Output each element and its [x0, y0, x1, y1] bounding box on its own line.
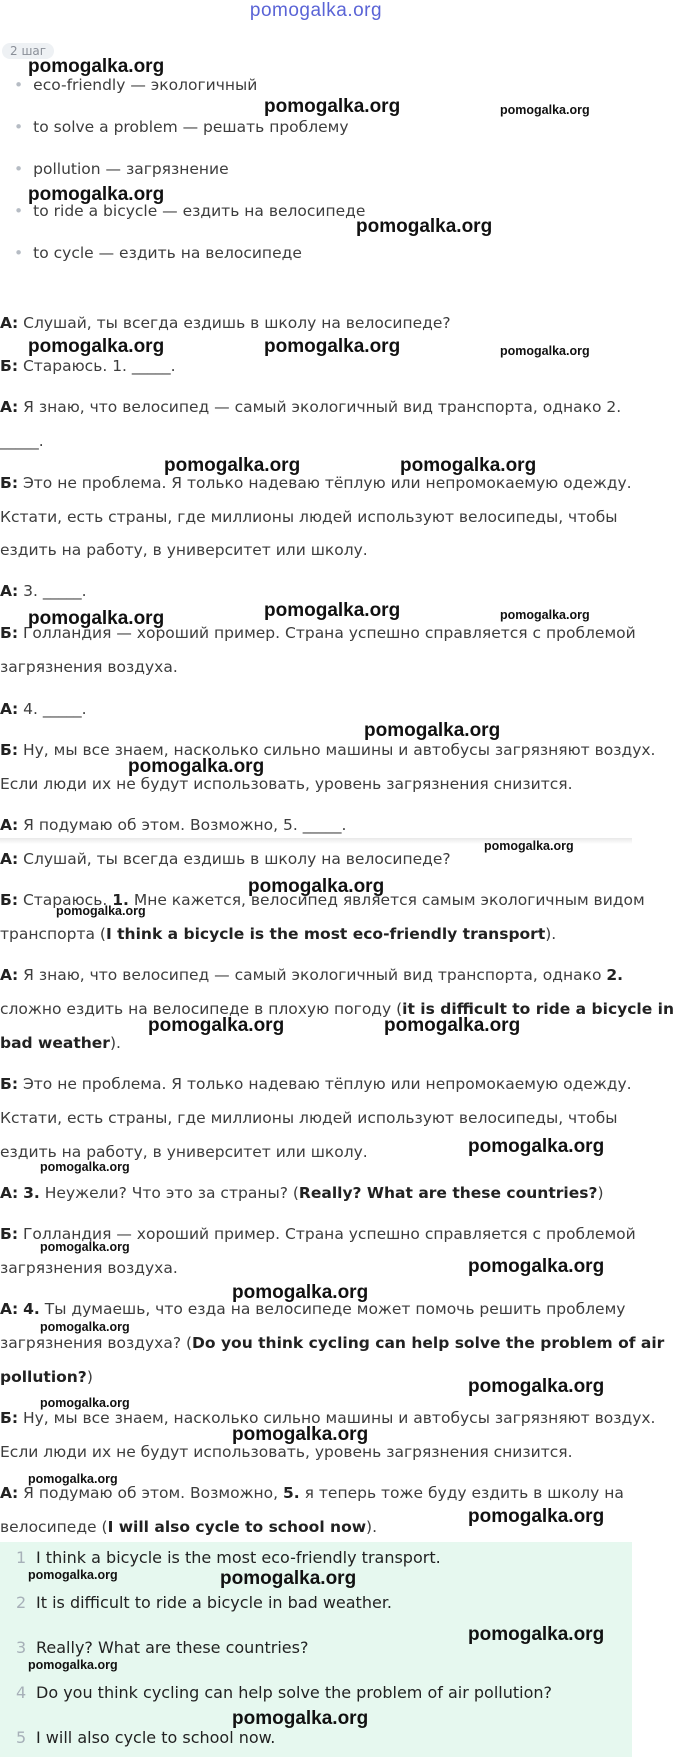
line-text: Я подумаю об этом. Возможно, 5. _____. [18, 816, 347, 834]
line-text: загрязнения воздуха? ( [0, 1334, 193, 1352]
watermark-text: pomogalka.org [356, 216, 493, 237]
dialogue-line [0, 966, 623, 984]
watermark-text: pomogalka.org [500, 103, 590, 117]
bullet-icon: • [14, 76, 24, 94]
translation-text: I will also cycle to school now [107, 1518, 367, 1536]
watermark-text: pomogalka.org [164, 455, 301, 476]
vocab-item [14, 244, 302, 262]
watermark-text: pomogalka.org [28, 1568, 118, 1582]
line-text: загрязнения воздуха. [0, 1259, 178, 1277]
line-text: Ну, мы все знаем, насколько сильно машины и автобусы загрязняют воздух. [18, 741, 656, 759]
vocab-text: to ride a bicycle — ездить на велосипеде [33, 202, 366, 220]
speaker-label: А: [0, 1484, 19, 1502]
speaker-label: Б: [0, 1225, 19, 1243]
speaker-label: Б: [0, 891, 19, 909]
answer-index: 2 [16, 1593, 27, 1612]
watermark-text: pomogalka.org [40, 1320, 130, 1334]
dialogue-line [0, 357, 176, 375]
line-text: велосипеде ( [0, 1518, 108, 1536]
dialogue-line [0, 1259, 178, 1277]
vocab-text: to cycle — ездить на велосипеде [33, 244, 302, 262]
step-badge: 2 шаг [2, 43, 54, 59]
answer-index: 1 [16, 1548, 27, 1567]
answer-item [16, 1728, 275, 1747]
dialogue-line [0, 508, 618, 526]
dialogue-line [0, 775, 573, 793]
line-text: Ты думаешь, что езда на велосипеде может помочь решить проблему [39, 1300, 626, 1318]
dialogue-line [0, 314, 451, 332]
watermark-text: pomogalka.org [468, 1376, 605, 1397]
line-text: ). [109, 1034, 121, 1052]
watermark-text: pomogalka.org [468, 1624, 605, 1645]
line-text: 4. _____. [18, 700, 87, 718]
watermark-text: pomogalka.org [364, 720, 501, 741]
dialogue-line [0, 1518, 377, 1536]
watermark-text: pomogalka.org [484, 839, 574, 853]
dialogue-line [0, 582, 87, 600]
line-text: Это не проблема. Я только надеваю тёплую или непромокаемую одежду. [18, 1075, 632, 1093]
line-text: я теперь тоже буду ездить в школу на [299, 1484, 624, 1502]
watermark-text: pomogalka.org [28, 56, 165, 77]
line-text: Стараюсь. 1. _____. [18, 357, 176, 375]
dialogue-line [0, 1109, 618, 1127]
line-text: Кстати, есть страны, где миллионы людей используют велосипеды, чтобы [0, 508, 618, 526]
dialogue-line [0, 1000, 674, 1018]
dialogue-line [0, 1368, 93, 1386]
answer-text: I will also cycle to school now. [36, 1728, 276, 1747]
answer-item [16, 1683, 552, 1702]
watermark-text: pomogalka.org [248, 876, 385, 897]
watermark-text: pomogalka.org [264, 336, 401, 357]
line-text: Я подумаю об этом. Возможно, [18, 1484, 284, 1502]
answer-item [16, 1638, 308, 1657]
line-text: загрязнения воздуха. [0, 658, 178, 676]
line-text: сложно ездить на велосипеде в плохую погоду ( [0, 1000, 403, 1018]
speaker-label: А: [0, 700, 19, 718]
dialogue-line [0, 816, 346, 834]
speaker-label: А: [0, 966, 19, 984]
speaker-label: Б: [0, 624, 19, 642]
line-text: Голландия — хороший пример. Страна успешно справляется с проблемой [18, 624, 636, 642]
line-text: ) [86, 1368, 93, 1386]
translation-text: bad weather [0, 1034, 110, 1052]
speaker-label: Б: [0, 741, 19, 759]
watermark-text: pomogalka.org [264, 96, 401, 117]
speaker-label: Б: [0, 1075, 19, 1093]
line-text: Голландия — хороший пример. Страна успешно справляется с проблемой [18, 1225, 636, 1243]
answer-text: Really? What are these countries? [36, 1638, 309, 1657]
watermark-text: pomogalka.org [468, 1256, 605, 1277]
answer-number: 5. [283, 1484, 300, 1502]
watermark-text: pomogalka.org [264, 600, 401, 621]
watermark-text: pomogalka.org [232, 1424, 369, 1445]
translation-text: Really? What are these countries? [298, 1184, 598, 1202]
line-text: ). [545, 925, 557, 943]
bullet-icon: • [14, 118, 24, 136]
line-text: Это не проблема. Я только надеваю тёплую или непромокаемую одежду. [18, 474, 632, 492]
answer-text: Do you think cycling can help solve the problem of air pollution? [36, 1683, 553, 1702]
speaker-label: А: [0, 850, 19, 868]
translation-text: I think a bicycle is the most eco-friendly transport [105, 925, 546, 943]
watermark-text: pomogalka.org [28, 184, 165, 205]
line-text: _____. [0, 432, 44, 450]
vocab-text: eco-friendly — экологичный [33, 76, 258, 94]
line-text: Кстати, есть страны, где миллионы людей используют велосипеды, чтобы [0, 1109, 618, 1127]
translation-text: it is difficult to ride a bicycle in [402, 1000, 674, 1018]
speaker-label: Б: [0, 474, 19, 492]
bullet-icon: • [14, 160, 24, 178]
answer-text: I think a bicycle is the most eco-friendly transport. [36, 1548, 441, 1567]
answer-index: 3 [16, 1638, 27, 1657]
watermark-text: pomogalka.org [400, 455, 537, 476]
speaker-label: А: [0, 314, 19, 332]
dialogue-line [0, 1334, 664, 1352]
line-text: транспорта ( [0, 925, 106, 943]
dialogue-line [0, 700, 87, 718]
speaker-label: А: [0, 816, 19, 834]
vocab-item [14, 76, 257, 94]
watermark-text: pomogalka.org [500, 344, 590, 358]
dialogue-line [0, 1184, 604, 1202]
answer-text: It is difficult to ride a bicycle in bad weather. [36, 1593, 393, 1612]
watermark-text: pomogalka.org [40, 1240, 130, 1254]
watermark-text: pomogalka.org [40, 1396, 130, 1410]
line-text: Слушай, ты всегда ездишь в школу на велосипеде? [18, 314, 451, 332]
answer-number: 4. [23, 1300, 40, 1318]
line-text: Ну, мы все знаем, насколько сильно машины и автобусы загрязняют воздух. [18, 1409, 656, 1427]
line-text: ездить на работу, в университет или школу. [0, 541, 368, 559]
watermark-text: pomogalka.org [28, 336, 165, 357]
line-text: Слушай, ты всегда ездишь в школу на велосипеде? [18, 850, 451, 868]
answer-index: 5 [16, 1728, 27, 1747]
watermark-text: pomogalka.org [28, 1472, 118, 1486]
line-text: Стараюсь. [18, 891, 113, 909]
answer-number: 3. [23, 1184, 40, 1202]
answer-number: 2. [606, 966, 624, 984]
watermark-text: pomogalka.org [500, 608, 590, 622]
bullet-icon: • [14, 202, 24, 220]
translation-text: Do you think cycling can help solve the problem of air [192, 1334, 665, 1352]
answer-number: 1. [112, 891, 129, 909]
dialogue-line [0, 1143, 368, 1161]
speaker-label: А: [0, 1300, 19, 1318]
answer-item [16, 1593, 392, 1612]
watermark-text: pomogalka.org [56, 904, 146, 918]
answer-item [16, 1548, 441, 1567]
watermark-text: pomogalka.org [468, 1136, 605, 1157]
speaker-label: А: [0, 1184, 19, 1202]
vocab-item [14, 160, 229, 178]
watermark-text: pomogalka.org [232, 1708, 369, 1729]
line-text: Я знаю, что велосипед — самый экологичный вид транспорта, однако [18, 966, 607, 984]
watermark-text: pomogalka.org [220, 1568, 357, 1589]
line-text: Если люди их не будут использовать, уровень загрязнения снизится. [0, 1443, 573, 1461]
vocab-text: to solve a problem — решать проблему [33, 118, 349, 136]
line-text: Неужели? Что это за страны? ( [39, 1184, 299, 1202]
watermark-text: pomogalka.org [384, 1015, 521, 1036]
dialogue-line [0, 398, 621, 416]
dialogue-line [0, 474, 632, 492]
speaker-label: Б: [0, 357, 19, 375]
dialogue-line [0, 1075, 632, 1093]
line-text: Если люди их не будут использовать, уровень загрязнения снизится. [0, 775, 573, 793]
watermark-text: pomogalka.org [148, 1015, 285, 1036]
line-text: ). [366, 1518, 378, 1536]
dialogue-line [0, 658, 178, 676]
watermark-text: pomogalka.org [232, 1282, 369, 1303]
dialogue-line [0, 741, 655, 759]
line-text: Мне кажется, велосипед является самым экологичным видом [128, 891, 645, 909]
dialogue-line [0, 432, 44, 450]
watermark-text: pomogalka.org [28, 608, 165, 629]
watermark-text: pomogalka.org [28, 1658, 118, 1672]
watermark-text: pomogalka.org [468, 1506, 605, 1527]
watermark-text: pomogalka.org [128, 756, 265, 777]
line-text: Я знаю, что велосипед — самый экологичный вид транспорта, однако 2. [18, 398, 622, 416]
translation-text: pollution? [0, 1368, 87, 1386]
answer-index: 4 [16, 1683, 27, 1702]
speaker-label: А: [0, 398, 19, 416]
watermark-text: pomogalka.org [40, 1160, 130, 1174]
vocab-item [14, 118, 349, 136]
speaker-label: А: [0, 582, 19, 600]
line-text: ) [597, 1184, 604, 1202]
line-text: ездить на работу, в университет или школу. [0, 1143, 368, 1161]
site-logo[interactable]: pomogalka.org [249, 0, 383, 21]
dialogue-line [0, 850, 451, 868]
dialogue-line [0, 1484, 624, 1502]
dialogue-line [0, 1034, 121, 1052]
dialogue-line [0, 925, 556, 943]
bullet-icon: • [14, 244, 24, 262]
vocab-text: pollution — загрязнение [33, 160, 229, 178]
line-text: 3. _____. [18, 582, 87, 600]
dialogue-line [0, 541, 368, 559]
speaker-label: Б: [0, 1409, 19, 1427]
